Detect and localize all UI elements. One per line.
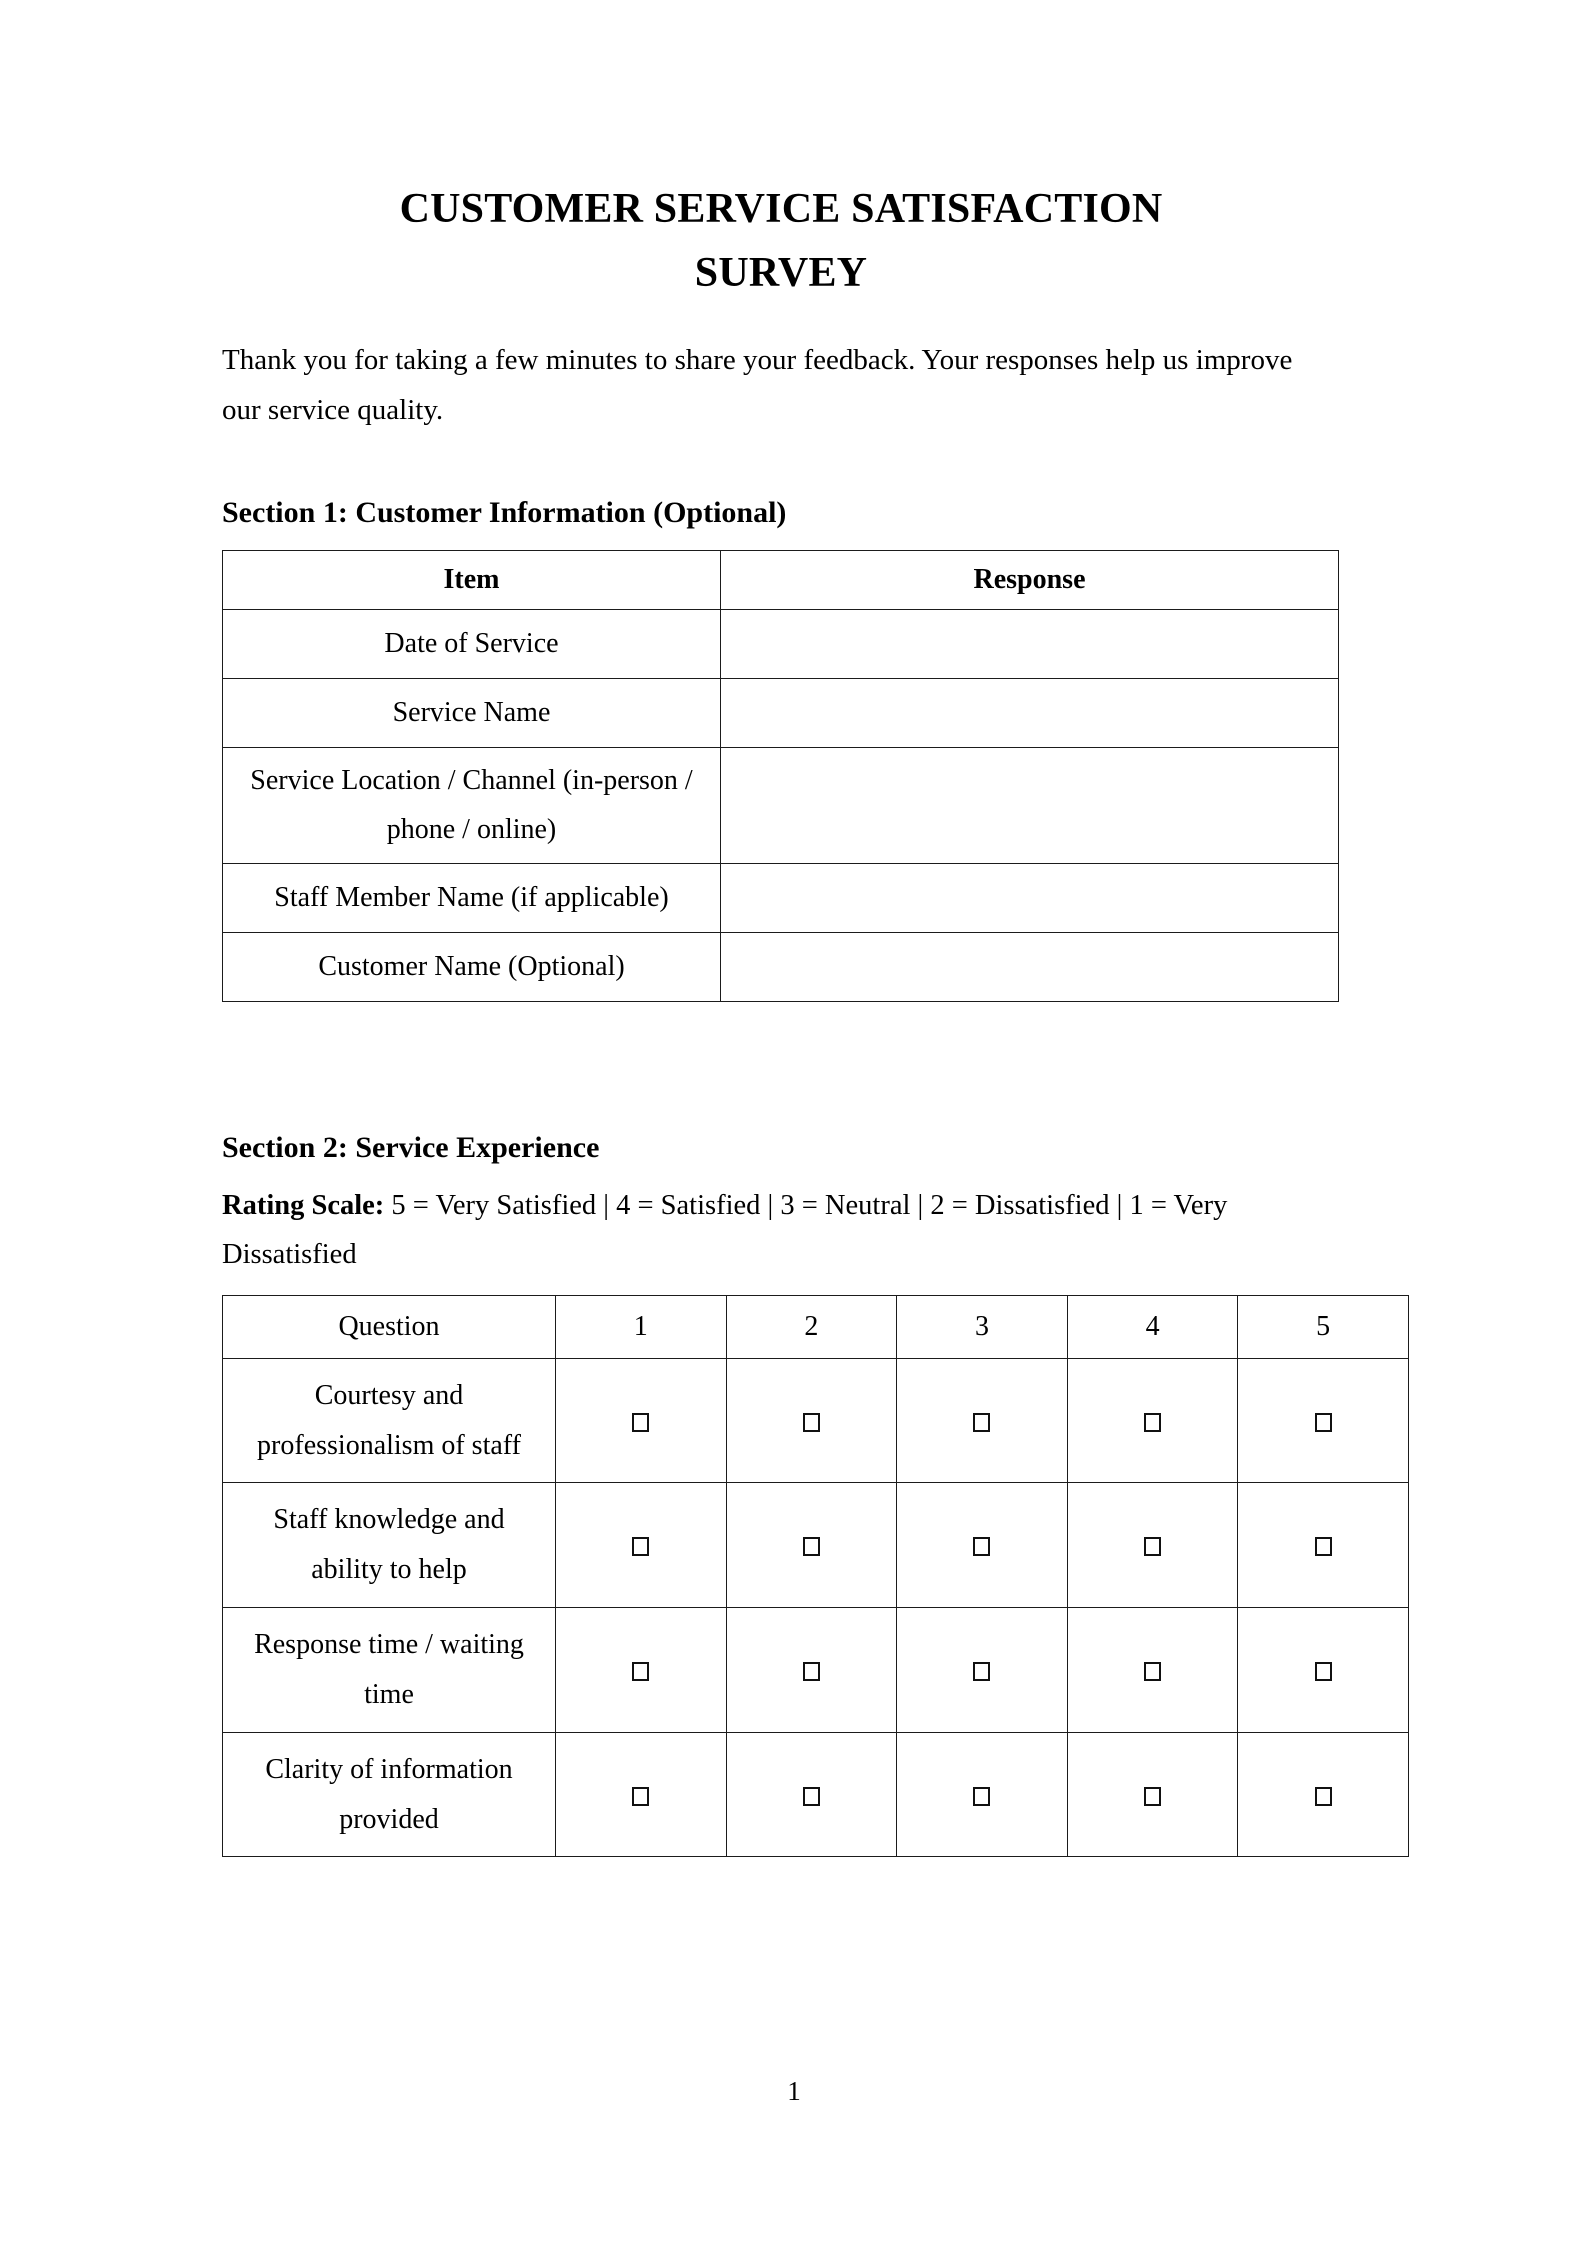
- column-header-question: Question: [223, 1295, 556, 1358]
- column-header-item: Item: [223, 551, 721, 610]
- question-label: Response time / waiting time: [223, 1608, 556, 1733]
- item-label: Date of Service: [223, 610, 721, 679]
- rating-cell-3[interactable]: [897, 1483, 1068, 1608]
- column-header-rating-3: 3: [897, 1295, 1068, 1358]
- column-header-response: Response: [721, 551, 1339, 610]
- table-row: [223, 1608, 1409, 1733]
- checkbox-icon[interactable]: [632, 1662, 649, 1681]
- rating-cell-5[interactable]: [1238, 1483, 1409, 1608]
- intro-paragraph: Thank you for taking a few minutes to share your feedback. Your responses help us improve our service quality.: [222, 343, 1293, 426]
- checkbox-icon[interactable]: [973, 1787, 990, 1806]
- checkbox-icon[interactable]: [632, 1537, 649, 1556]
- page-title-line-1: CUSTOMER SERVICE SATISFACTION: [399, 186, 1163, 232]
- checkbox-icon[interactable]: [803, 1413, 820, 1432]
- checkbox-icon[interactable]: [803, 1787, 820, 1806]
- section-1-block: [222, 435, 1408, 1001]
- checkbox-icon[interactable]: [1315, 1537, 1332, 1556]
- rating-cell-5[interactable]: [1238, 1608, 1409, 1733]
- rating-cell-3[interactable]: [897, 1732, 1068, 1857]
- checkbox-icon[interactable]: [632, 1413, 649, 1432]
- checkbox-icon[interactable]: [1144, 1537, 1161, 1556]
- rating-cell-4[interactable]: [1067, 1608, 1238, 1733]
- response-field[interactable]: [721, 748, 1339, 863]
- table-row: [223, 610, 1339, 679]
- checkbox-icon[interactable]: [1315, 1662, 1332, 1681]
- service-experience-rating-table: [222, 1295, 1409, 1858]
- section-2-block: [222, 1128, 1408, 1858]
- column-header-rating-1: 1: [556, 1295, 727, 1358]
- response-field[interactable]: [721, 679, 1339, 748]
- response-field[interactable]: [721, 932, 1339, 1001]
- column-header-rating-4: 4: [1067, 1295, 1238, 1358]
- checkbox-icon[interactable]: [973, 1537, 990, 1556]
- page-number: 1: [787, 2076, 801, 2106]
- item-label: Staff Member Name (if applicable): [223, 863, 721, 932]
- rating-cell-4[interactable]: [1067, 1358, 1238, 1483]
- section-spacer: [222, 1002, 1408, 1128]
- rating-cell-2[interactable]: [726, 1358, 897, 1483]
- table-header-row: [223, 551, 1339, 610]
- checkbox-icon[interactable]: [1144, 1787, 1161, 1806]
- table-row: [223, 679, 1339, 748]
- checkbox-icon[interactable]: [1315, 1413, 1332, 1432]
- rating-cell-4[interactable]: [1067, 1483, 1238, 1608]
- table-row: [223, 748, 1339, 863]
- question-label: Clarity of information provided: [223, 1732, 556, 1857]
- item-label: Service Location / Channel (in-person / phone / online): [223, 748, 721, 863]
- rating-cell-1[interactable]: [556, 1732, 727, 1857]
- rating-cell-1[interactable]: [556, 1483, 727, 1608]
- section-2-heading: Section 2: Service Experience: [222, 1130, 600, 1164]
- page-title-line-2: SURVEY: [694, 249, 868, 296]
- response-field[interactable]: [721, 610, 1339, 679]
- rating-cell-2[interactable]: [726, 1608, 897, 1733]
- column-header-rating-2: 2: [726, 1295, 897, 1358]
- table-row: [223, 932, 1339, 1001]
- rating-scale-legend: [222, 1167, 1352, 1279]
- table-row: [223, 863, 1339, 932]
- checkbox-icon[interactable]: [803, 1662, 820, 1681]
- rating-cell-1[interactable]: [556, 1358, 727, 1483]
- table-row: [223, 1358, 1409, 1483]
- item-label: Service Name: [223, 679, 721, 748]
- checkbox-icon[interactable]: [1315, 1787, 1332, 1806]
- rating-cell-5[interactable]: [1238, 1732, 1409, 1857]
- rating-cell-3[interactable]: [897, 1358, 1068, 1483]
- page-title: [216, 0, 1346, 306]
- customer-information-table: [222, 550, 1339, 1001]
- rating-cell-3[interactable]: [897, 1608, 1068, 1733]
- page-content: [222, 0, 1408, 1857]
- question-label: Staff knowledge and ability to help: [223, 1483, 556, 1608]
- column-header-rating-5: 5: [1238, 1295, 1409, 1358]
- rating-cell-2[interactable]: [726, 1483, 897, 1608]
- rating-scale-text: 5 = Very Satisfied | 4 = Satisfied | 3 = Neutral | 2 = Dissatisfied | 1 = Very Dissatisfied: [222, 1189, 1228, 1270]
- response-field[interactable]: [721, 863, 1339, 932]
- section-1-heading: Section 1: Customer Information (Optional): [222, 496, 787, 530]
- item-label: Customer Name (Optional): [223, 932, 721, 1001]
- question-label: Courtesy and professionalism of staff: [223, 1358, 556, 1483]
- checkbox-icon[interactable]: [803, 1537, 820, 1556]
- rating-cell-4[interactable]: [1067, 1732, 1238, 1857]
- checkbox-icon[interactable]: [973, 1662, 990, 1681]
- rating-cell-5[interactable]: [1238, 1358, 1409, 1483]
- table-row: [223, 1483, 1409, 1608]
- table-header-row: [223, 1295, 1409, 1358]
- rating-scale-label: Rating Scale:: [222, 1189, 385, 1221]
- table-row: [223, 1732, 1409, 1857]
- checkbox-icon[interactable]: [1144, 1413, 1161, 1432]
- checkbox-icon[interactable]: [973, 1413, 990, 1432]
- rating-cell-1[interactable]: [556, 1608, 727, 1733]
- rating-cell-2[interactable]: [726, 1732, 897, 1857]
- checkbox-icon[interactable]: [1144, 1662, 1161, 1681]
- checkbox-icon[interactable]: [632, 1787, 649, 1806]
